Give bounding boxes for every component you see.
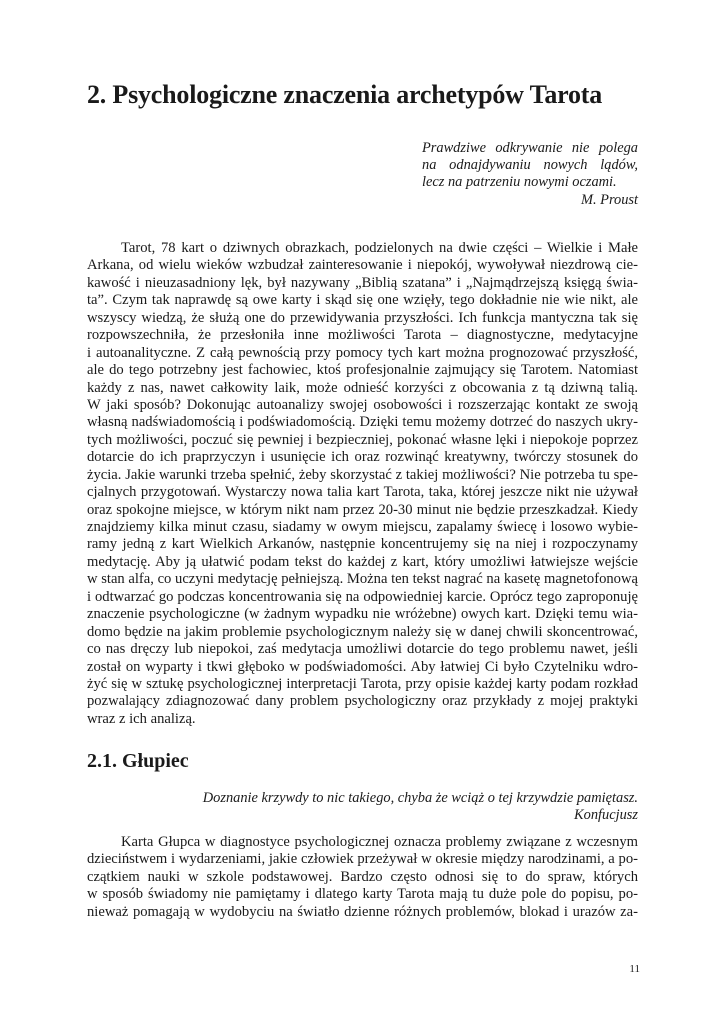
paragraph-line: żyć się w sztukę psychologicznej interpretacji Tarota, przy opisie każdej karty podam rozkład <box>87 675 638 692</box>
epigraph-text: Doznanie krzywdy to nic takiego, chyba że wciąż o tej krzywdzie pamiętasz. <box>202 790 638 806</box>
paragraph-line: czątkiem nauki w szkole podstawowej. Bardzo często odnosi się to do spraw, których <box>87 868 638 885</box>
paragraph-line: Tarot, 78 kart o dziwnych obrazkach, podzielonych na dwie części – Wielkie i Małe <box>121 240 638 256</box>
section-title: 2.1. Głupiec <box>87 750 189 772</box>
paragraph-line: co nas dręczy lub niepokoi, zaś medytacja umożliwi dotarcie do tego problemu nawet, jeśli <box>87 641 638 658</box>
paragraph-line: nieważ pomagają w wydobyciu na światło dzienne różnych problemów, blokad i urazów za- <box>87 903 638 920</box>
paragraph-line: znajdziemy kilka minut czasu, siadamy w owym miejscu, zapalamy świecę i losowo wybie- <box>87 519 638 535</box>
paragraph-line: medytację. Aby ją ułatwić podam tekst do każdej z kart, który umożliwi łatwiejsze wejście <box>87 553 638 570</box>
chapter-epigraph <box>422 140 638 209</box>
paragraph-line: i odtwarzać go podczas koncentrowania się na odpowiedniej karcie. Oprócz tego zaproponuję <box>87 588 638 605</box>
paragraph-line: własną nadświadomością i podświadomością. Dzięki temu możemy dotrzeć do naszych ukry- <box>87 414 638 431</box>
paragraph-line: ramy jedną z kart Wielkich Arkanów, następnie koncentrujemy się na niej i rozpoczynamy <box>87 536 638 553</box>
paragraph-line: pozwalający zdiagnozować dany problem psychologiczny oraz przykłady z mojej praktyki <box>87 693 638 710</box>
paragraph-line: ale do tego potrzebny jest fachowiec, ktoś profesjonalnie zajmujący się Tarotem. Natomiast <box>87 362 638 379</box>
paragraph-line: dzieciństwem i wydarzeniami, jakie człowiek przeżywał w okresie między narodzinami, a po- <box>87 851 638 868</box>
epigraph-line: Prawdziwe odkrywanie nie polega <box>422 140 638 156</box>
paragraph-line: tych możliwości, poczuć się pewniej i bezpieczniej, pokonać własne lęki i niepokoje poprzez <box>87 431 638 448</box>
epigraph-line: na odnajdywaniu nowych lądów, <box>422 157 638 174</box>
paragraph-line: został on wyparty i tkwi głęboko w podświadomości. Aby łatwiej Ci było Czytelniku wdro- <box>87 658 638 675</box>
paragraph-line: W jaki sposób? Dokonując autoanalizy swojej osobowości i rozszerzając kontakt ze swoją <box>87 396 638 413</box>
epigraph-author: M. Proust <box>580 191 638 208</box>
epigraph-author: Konfucjusz <box>574 807 638 824</box>
paragraph-line: dotarcie do ich praprzyczyn i usunięcie ich oraz rozwinąć kreatywny, twórczy stosunek do <box>87 449 638 466</box>
paragraph-line: ta”. Czym tak naprawdę są owe karty i skąd się one wzięły, tego dokładnie nie wie nikt, ale <box>87 292 638 309</box>
chapter-paragraph <box>87 240 638 728</box>
page-number: 11 <box>629 963 640 975</box>
paragraph-line: w stan alfa, co uczyni medytację pełniejszą. Można ten tekst nagrać na kasetę magnetofonową <box>87 571 638 588</box>
paragraph-line: wraz z ich analizą. <box>87 710 196 727</box>
paragraph-line: każdy z nas, nawet całkowity laik, może odnieść korzyści z obcowania z tą dziwną talią. <box>87 379 638 396</box>
chapter-title: 2. Psychologiczne znaczenia archetypów Tarota <box>87 80 603 109</box>
section-epigraph <box>87 790 638 825</box>
paragraph-line: i autoanalityczne. Z całą pewnością przy pomocy tych kart można prognozować przyszłość, <box>87 344 638 361</box>
paragraph-line: życia. Jakie warunki trzeba spełnić, żeby skorzystać z takiej możliwości? Nie potrzeba tu spe- <box>87 466 638 483</box>
paragraph-line: kawość i nieuzasadniony lęk, był nazywany „Biblią szatana” i „Najmądrzejszą księgą świa- <box>87 274 638 291</box>
epigraph-line: lecz na patrzeniu nowymi oczami. <box>422 174 617 191</box>
paragraph-line: znaczenie psychologiczne (w żadnym wypadku nie wróżebne) owych kart. Dzięki temu wia- <box>87 606 638 623</box>
paragraph-line: w sposób świadomy nie pamiętamy i dlatego karty Tarota mają tu duże pole do popisu, po- <box>87 886 638 903</box>
paragraph-line: wszyscy wiedzą, że służą one do przewidywania przyszłości. Ich funkcja mantyczna tak się <box>87 309 638 326</box>
paragraph-line: domo będzie na jakim problemie psychologicznym należy się w danej chwili skoncentrować, <box>87 623 638 640</box>
paragraph-line: rozpowszechniła, że przesłoniła inne możliwości Tarota – diagnostyczne, medytacyjne <box>87 327 638 344</box>
paragraph-line: Karta Głupca w diagnostyce psychologicznej oznacza problemy związane z wczesnym <box>121 834 638 850</box>
paragraph-line: oraz spokojne miejsce, w którym nikt nam przez 20-30 minut nie będzie przeszkadzał. Kiedy <box>87 501 638 518</box>
paragraph-line: cjalnych przygotowań. Wystarczy nowa talia kart Tarota, taka, której jeszcze nikt nie używał <box>87 484 638 501</box>
section-paragraph <box>87 834 638 921</box>
paragraph-line: Arkana, od wielu wieków wzbudzał zainteresowanie i niepokój, wywoływał niezdrową cie- <box>87 257 638 274</box>
